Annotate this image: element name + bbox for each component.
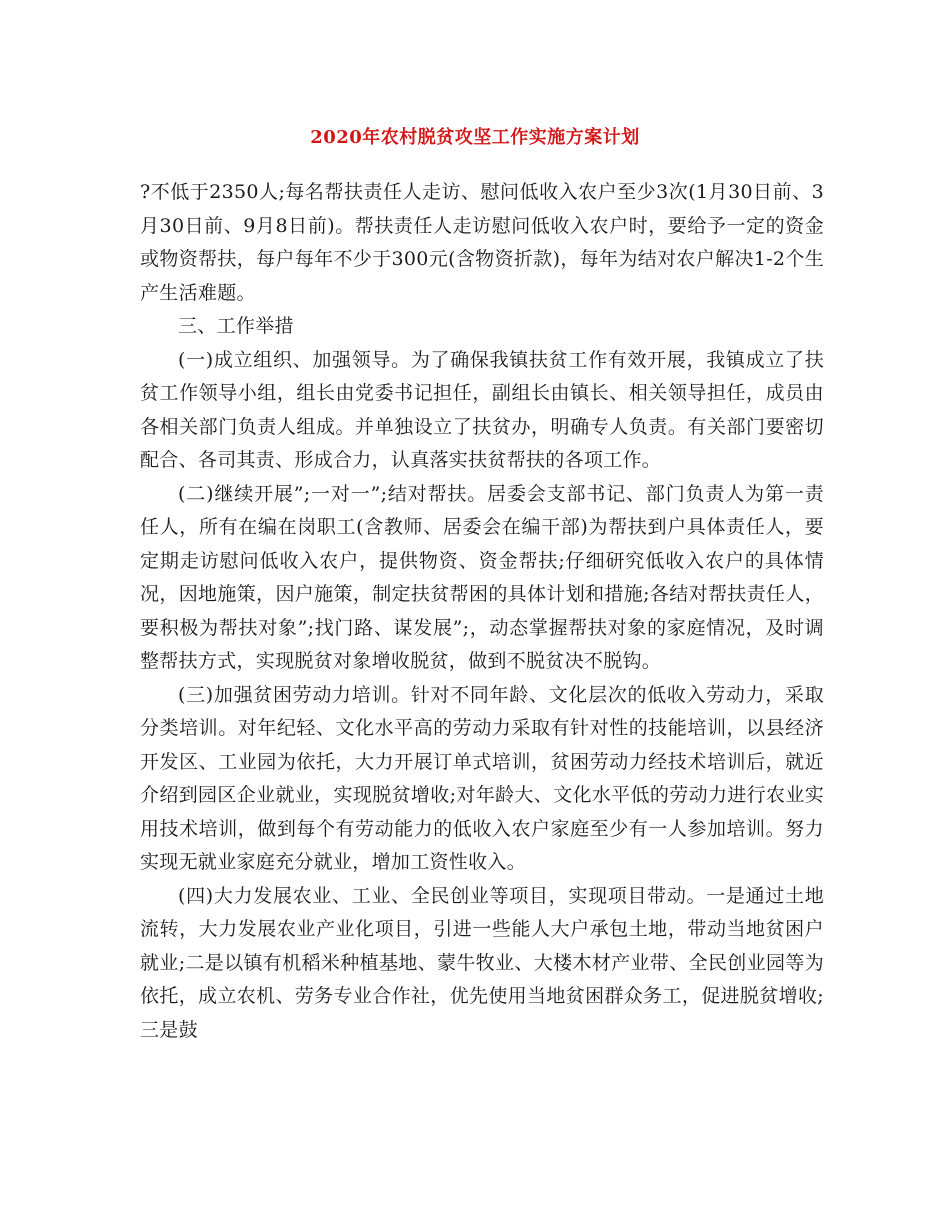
- section-heading-work-measures: 三、工作举措: [178, 315, 294, 337]
- document-title: 2020年农村脱贫攻坚工作实施方案计划: [310, 127, 640, 148]
- paragraph-measure-3: (三)加强贫困劳动力培训。针对不同年龄、文化层次的低收入劳动力，采取分类培训。对年纪轻、文化水平高的劳动力采取有针对性的技能培训，以县经济开发区、工业园为依托，大力开展订单式培训，贫困劳动力经技术培训后，就近介绍到园区企业就业，实现脱贫增收;对年龄大、文化水平低的劳动力进行农业实用技术培训，做到每个有劳动能力的低收入农户家庭至少有一人参加培训。努力实现无就业家庭充分就业，增加工资性收入。: [140, 683, 824, 873]
- paragraph-continuation: ?不低于2350人;每名帮扶责任人走访、慰问低收入农户至少3次(1月30日前、3月30日前、9月8日前)。帮扶责任人走访慰问低收入农户时，要给予一定的资金或物资帮扶，每户每年不少于300元(含物资折款)，每年为结对农户解决1-2个生产生活难题。: [140, 181, 824, 304]
- paragraph-measure-1: (一)成立组织、加强领导。为了确保我镇扶贫工作有效开展，我镇成立了扶贫工作领导小组，组长由党委书记担任，副组长由镇长、相关领导担任，成员由各相关部门负责人组成。并单独设立了扶贫办，明确专人负责。有关部门要密切配合、各司其责、形成合力，认真落实扶贫帮扶的各项工作。: [140, 348, 824, 471]
- document-body: [140, 176, 824, 1047]
- paragraph-measure-4: (四)大力发展农业、工业、全民创业等项目，实现项目带动。一是通过土地流转，大力发展农业产业化项目，引进一些能人大户承包土地，带动当地贫困户就业;二是以镇有机稻米种植基地、蒙牛牧业、大楼木材产业带、全民创业园等为依托，成立农机、劳务专业合作社，优先使用当地贫困群众务工，促进脱贫增收;三是鼓: [140, 884, 824, 1041]
- paragraph-measure-2: (二)继续开展”;一对一”;结对帮扶。居委会支部书记、部门负责人为第一责任人，所有在编在岗职工(含教师、居委会在编干部)为帮扶到户具体责任人，要定期走访慰问低收入农户，提供物资、资金帮扶;仔细研究低收入农户的具体情况，因地施策，因户施策，制定扶贫帮困的具体计划和措施;各结对帮扶责任人，要积极为帮扶对象”;找门路、谋发展”;，动态掌握帮扶对象的家庭情况，及时调整帮扶方式，实现脱贫对象增收脱贫，做到不脱贫决不脱钩。: [140, 482, 824, 672]
